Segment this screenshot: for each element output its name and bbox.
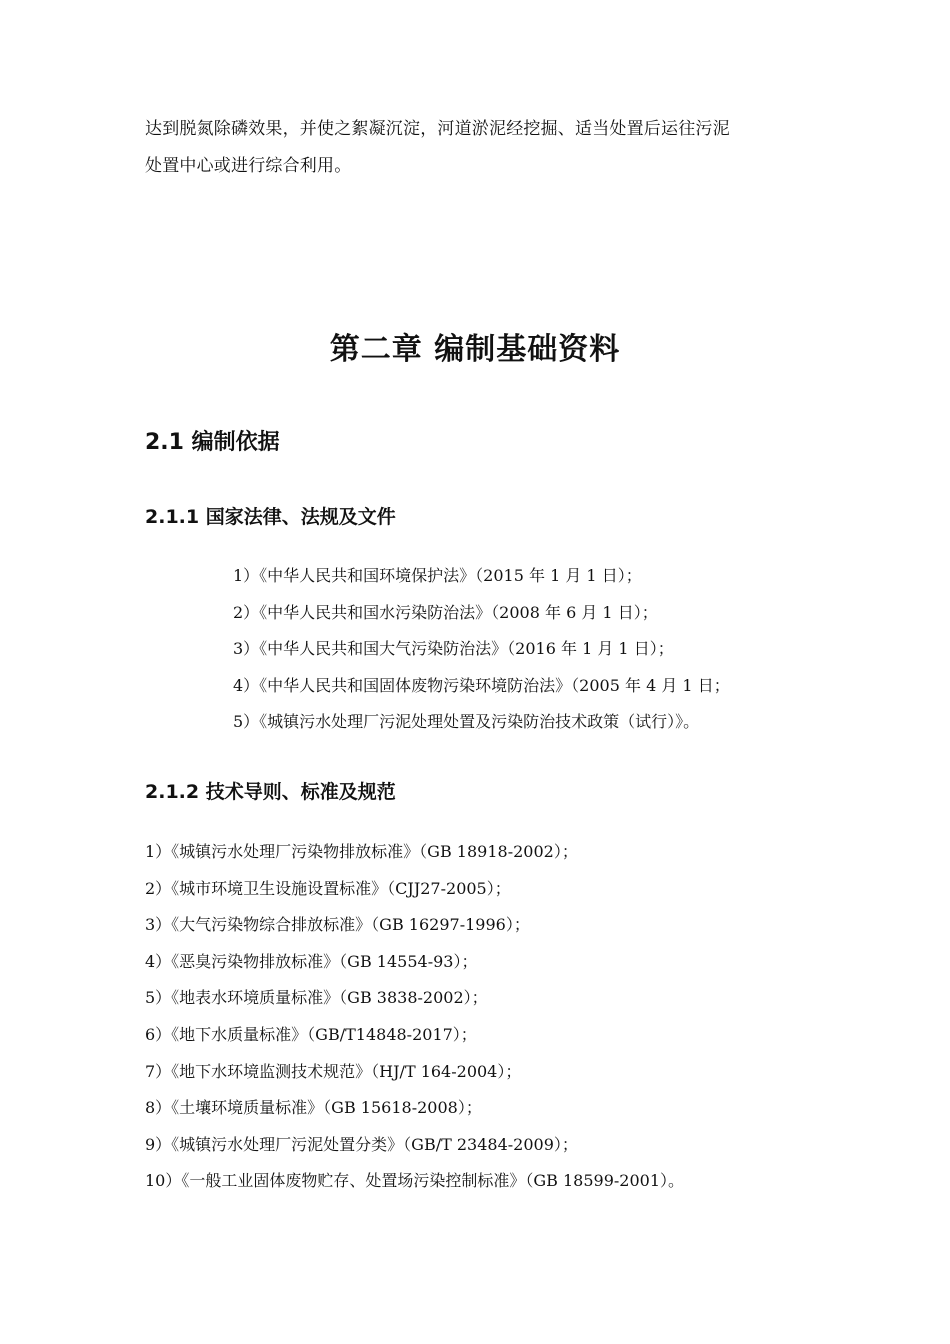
- laws-list: [233, 558, 730, 741]
- list-item: 6）《地下水质量标准》（GB/T14848-2017）；: [145, 1024, 477, 1044]
- standards-list: [145, 834, 684, 1200]
- list-item: 9）《城镇污水处理厂污泥处置分类》（GB/T 23484-2009）；: [145, 1134, 578, 1154]
- list-item: 10）《一般工业固体废物贮存、处置场污染控制标准》（GB 18599-2001）。: [145, 1171, 685, 1191]
- list-item: 3）《中华人民共和国大气污染防治法》（2016 年 1 月 1 日）；: [233, 639, 674, 659]
- chapter-title: 第二章 编制基础资料: [329, 332, 621, 367]
- list-item: 8）《土壤环境质量标准》（GB 15618-2008）；: [145, 1098, 482, 1118]
- list-item: 4）《恶臭污染物排放标准》（GB 14554-93）；: [145, 951, 478, 971]
- list-item: 7）《地下水环境监测技术规范》（HJ/T 164-2004）；: [145, 1061, 522, 1081]
- intro-line-1: 达到脱氮除磷效果，并使之絮凝沉淀，河道淤泥经挖掘、适当处置后运往污泥: [145, 119, 730, 139]
- list-item: 3）《大气污染物综合排放标准》（GB 16297-1996）；: [145, 915, 530, 935]
- section-2-1-1-heading: 2.1.1 国家法律、法规及文件: [145, 506, 396, 528]
- list-item: 4）《中华人民共和国固体废物污染环境防治法》（2005 年 4 月 1 日；: [233, 675, 730, 695]
- intro-paragraph: [145, 111, 815, 185]
- section-2-1-heading: 2.1 编制依据: [145, 430, 280, 455]
- list-item: 5）《地表水环境质量标准》（GB 3838-2002）；: [145, 988, 488, 1008]
- section-2-1-2-heading: 2.1.2 技术导则、标准及规范: [145, 781, 396, 803]
- list-item: 1）《中华人民共和国环境保护法》（2015 年 1 月 1 日）；: [233, 566, 642, 585]
- list-item: 5）《城镇污水处理厂污泥处理处置及污染防治技术政策（试行）》。: [233, 712, 700, 732]
- intro-line-2: 处置中心或进行综合利用。: [145, 156, 352, 176]
- list-item: 1）《城镇污水处理厂污染物排放标准》（GB 18918-2002）；: [145, 842, 578, 861]
- list-item: 2）《城市环境卫生设施设置标准》（CJJ27-2005）；: [145, 878, 511, 898]
- list-item: 2）《中华人民共和国水污染防治法》（2008 年 6 月 1 日）；: [233, 602, 658, 622]
